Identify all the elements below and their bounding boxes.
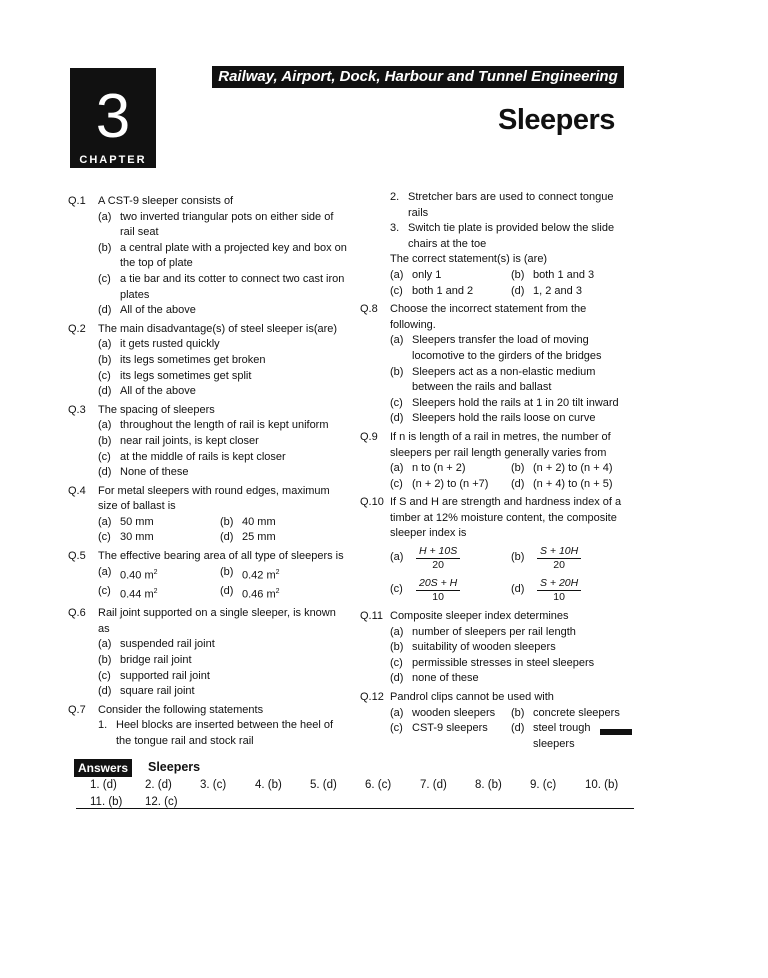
option-c: 0.44 m xyxy=(120,588,154,601)
question-number: Q.6 xyxy=(68,607,86,620)
option-c-fraction: $\frac{20S + H}{10}$ xyxy=(416,577,460,604)
question-12: Q.12 Pandrol clips cannot be used with (a) wooden sleepers (b) concrete sleepers (c) CST-9 sleepers (d) steel trough sleepers xyxy=(360,690,632,752)
option-a: wooden sleepers xyxy=(412,706,496,719)
chapter-number: 3 xyxy=(95,82,131,151)
question-4: Q.4 For metal sleepers with round edges, maximum size of ballast is (a) 50 mm (b) 40 mm (c) 30 mm (d) 25 mm xyxy=(68,484,350,546)
option-d-fraction: $\frac{S + 20H}{10}$ xyxy=(537,577,581,604)
question-text: Pandrol clips cannot be used with xyxy=(390,691,554,704)
answer-item: 4. (b) xyxy=(255,779,282,791)
question-10: Q.10 If S and H are strength and hardness index of a timber at 12% moisture content, the composite sleeper index is (a) $\frac{H + 10S}{20}$ (b) $\frac{S + 10H}{20}$ (c) $\frac{20S + H}{10}$ (d) $\frac{S + 20H}{10}$ xyxy=(360,495,632,606)
option-c: (n + 2) to (n +7) xyxy=(412,477,489,490)
option-d: (d) square rail joint xyxy=(98,685,195,698)
answer-item: 8. (b) xyxy=(475,779,502,791)
option-d: (d) Sleepers hold the rails loose on curve xyxy=(390,412,596,425)
option-c: (c) permissible stresses in steel sleepers xyxy=(390,656,595,669)
question-text: The spacing of sleepers xyxy=(98,403,215,416)
option-b: (n + 2) to (n + 4) xyxy=(533,462,613,475)
question-text: Consider the following statements xyxy=(98,703,264,716)
answer-item: 1. (d) xyxy=(90,779,117,791)
left-question-list xyxy=(68,194,350,481)
question-number: Q.7 xyxy=(68,703,86,716)
question-text: For metal sleepers with round edges, maximum size of ballast is xyxy=(98,484,330,513)
question-number: Q.3 xyxy=(68,403,86,416)
end-marker xyxy=(600,729,632,735)
question-2 xyxy=(68,322,350,400)
question-text: Rail joint supported on a single sleeper, is known as xyxy=(98,607,336,635)
question-text: If n is length of a rail in metres, the number of sleepers per rail length generally varies from xyxy=(390,430,611,459)
statement-3: Switch tie plate is provided below the slide chairs at the toe xyxy=(408,222,615,250)
option-a-fraction: $\frac{H + 10S}{20}$ xyxy=(416,545,460,572)
answer-item: 12. (c) xyxy=(145,796,178,808)
question-number: Q.5 xyxy=(68,550,86,563)
left-column xyxy=(68,194,350,753)
option-c: CST-9 sleepers xyxy=(412,722,488,735)
option-b: (b) Sleepers act as a non-elastic medium between the rails and ballast xyxy=(390,365,596,394)
option-d: (d) none of these xyxy=(390,672,479,685)
question-1 xyxy=(68,194,350,319)
option-b: (b) suitability of wooden sleepers xyxy=(390,641,556,654)
option-c: (c) a tie bar and its cotter to connect two cast iron plates xyxy=(98,272,345,301)
option-a: (a) number of sleepers per rail length xyxy=(390,625,576,638)
question-number: Q.4 xyxy=(68,484,86,497)
answer-item: 5. (d) xyxy=(310,779,337,791)
chapter-badge xyxy=(70,68,156,168)
question-7-continued: 2. Stretcher bars are used to connect tongue rails 3. Switch tie plate is provided below the slide chairs at the toe The correct statement(s) is (are) (a) only 1 (b) both 1 and 3 (c) both 1 and 2 (d) 1, 2 and 3 xyxy=(360,190,632,299)
statement-prompt: The correct statement(s) is (are) xyxy=(390,253,548,266)
question-number: Q.9 xyxy=(360,430,378,443)
option-a: (a) Sleepers transfer the load of moving locomotive to the girders of the bridges xyxy=(390,334,602,362)
option-a: 0.40 m xyxy=(120,569,154,582)
option-c: 30 mm xyxy=(120,531,154,544)
answer-item: 2. (d) xyxy=(145,779,172,791)
question-text: The effective bearing area of all type of sleepers is xyxy=(98,550,344,563)
option-d: 25 mm xyxy=(242,531,276,544)
option-b: both 1 and 3 xyxy=(533,268,595,281)
question-8 xyxy=(360,302,632,427)
question-7: Q.7 Consider the following statements 1. Heel blocks are inserted between the heel of the tongue rail and stock rail xyxy=(68,703,350,750)
question-text: If S and H are strength and hardness index of a timber at 12% moisture content, the composite sleeper index is xyxy=(390,496,622,540)
option-d: (n + 4) to (n + 5) xyxy=(533,477,613,490)
answers-rule xyxy=(76,808,634,809)
option-b: 0.42 m xyxy=(242,569,276,582)
question-number: Q.2 xyxy=(68,322,86,335)
chapter-word: CHAPTER xyxy=(79,154,147,166)
question-text: Choose the incorrect statement from the following. xyxy=(390,303,587,331)
question-number: Q.10 xyxy=(360,496,384,509)
question-number: Q.1 xyxy=(68,195,86,207)
option-d: steel trough sleepers xyxy=(533,722,591,750)
option-b: (b) a central plate with a projected key and box on the top of plate xyxy=(98,241,347,270)
option-a: (a) suspended rail joint xyxy=(98,638,215,651)
option-c: (c) supported rail joint xyxy=(98,669,210,682)
question-6 xyxy=(68,606,350,700)
option-c: both 1 and 2 xyxy=(412,284,474,297)
option-a: n to (n + 2) xyxy=(412,462,466,475)
answers-row-1 xyxy=(90,779,640,791)
option-c: (c) at the middle of rails is kept closer xyxy=(98,450,286,463)
option-a: (a) throughout the length of rail is kept uniform xyxy=(98,419,329,432)
answer-item: 7. (d) xyxy=(420,779,447,791)
answers-label: Answers xyxy=(74,759,132,777)
chapter-title: Sleepers xyxy=(498,104,615,136)
question-number: Q.8 xyxy=(360,303,378,316)
answers-row-2 xyxy=(90,796,200,808)
option-a: only 1 xyxy=(412,268,442,281)
answer-item: 11. (b) xyxy=(90,796,123,808)
question-11 xyxy=(360,609,632,687)
answer-item: 3. (c) xyxy=(200,779,227,791)
option-d: (d) None of these xyxy=(98,466,189,479)
option-c: (c) its legs sometimes get split xyxy=(98,369,252,382)
option-a: (a) two inverted triangular pots on either side of rail seat xyxy=(98,210,334,239)
question-text: A CST-9 sleeper consists of xyxy=(98,195,234,207)
question-number: Q.11 xyxy=(360,610,384,623)
option-a: 50 mm xyxy=(120,515,154,528)
option-b: 40 mm xyxy=(242,515,276,528)
option-b: concrete sleepers xyxy=(533,706,620,719)
statement-1: Heel blocks are inserted between the heel of the tongue rail and stock rail xyxy=(116,719,334,747)
question-3 xyxy=(68,403,350,481)
option-a: (a) it gets rusted quickly xyxy=(98,338,220,351)
option-b-fraction: $\frac{S + 10H}{20}$ xyxy=(537,545,581,572)
option-d: 1, 2 and 3 xyxy=(533,284,582,297)
question-5: Q.5 The effective bearing area of all type of sleepers is (a) 0.40 $m^2$ (b) 0.42 $m^2$ (c) 0.44 $m^2$ (d) 0.46 $m^2$ xyxy=(68,549,350,603)
answer-item: 6. (c) xyxy=(365,779,392,791)
option-d: (d) All of the above xyxy=(98,304,196,317)
statement-2: Stretcher bars are used to connect tongue rails xyxy=(408,191,614,219)
option-b: (b) bridge rail joint xyxy=(98,653,192,666)
right-column xyxy=(360,190,632,755)
option-d: (d) All of the above xyxy=(98,385,196,398)
question-9: Q.9 If n is length of a rail in metres, the number of sleepers per rail length generally varies from (a) n to (n + 2) (b) (n + 2) to (n + 4) (c) (n + 2) to (n +7) (d) (n + 4) to (n + 5) xyxy=(360,430,632,492)
answer-item: 10. (b) xyxy=(585,779,619,791)
option-b: (b) its legs sometimes get broken xyxy=(98,353,266,366)
answers-topic: Sleepers xyxy=(148,760,201,774)
question-text: The main disadvantage(s) of steel sleeper is(are) xyxy=(98,322,338,335)
option-c: (c) Sleepers hold the rails at 1 in 20 tilt inward xyxy=(390,396,619,409)
question-text: Composite sleeper index determines xyxy=(390,610,569,623)
answer-item: 9. (c) xyxy=(530,779,557,791)
series-title: Railway, Airport, Dock, Harbour and Tunnel Engineering xyxy=(212,66,624,88)
question-number: Q.12 xyxy=(360,691,384,704)
option-d: 0.46 m xyxy=(242,588,276,601)
option-b: (b) near rail joints, is kept closer xyxy=(98,434,259,447)
